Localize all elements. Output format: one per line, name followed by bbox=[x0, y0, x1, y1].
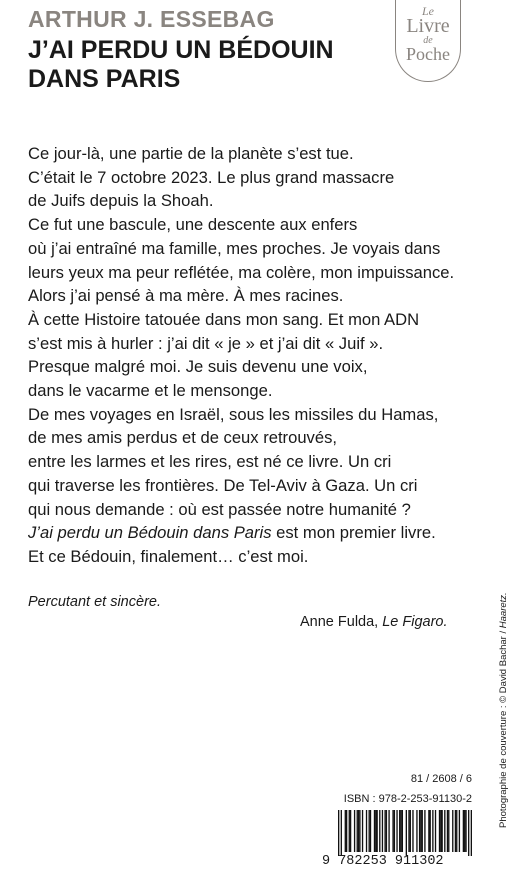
barcode-bar bbox=[388, 810, 389, 852]
barcode-bar bbox=[447, 810, 448, 852]
review-publication: Le Figaro. bbox=[382, 614, 448, 630]
barcode-bar bbox=[448, 810, 449, 852]
barcode-bar bbox=[359, 810, 360, 852]
barcode-bar bbox=[399, 810, 400, 852]
barcode-bar bbox=[428, 810, 429, 852]
blurb-line: leurs yeux ma peur reflétée, ma colère, mon impuissance. bbox=[28, 262, 455, 282]
barcode-bar bbox=[468, 810, 469, 856]
barcode-bar bbox=[444, 810, 445, 852]
blurb-line: où j’ai entraîné ma famille, mes proches. Je voyais dans bbox=[28, 238, 441, 258]
barcode-bar bbox=[464, 810, 465, 852]
barcode-bar bbox=[471, 810, 472, 856]
barcode-bar bbox=[366, 810, 367, 852]
blurb-line-rest: est mon premier livre. bbox=[271, 523, 436, 543]
logo-word: de bbox=[423, 35, 433, 46]
barcode-bar bbox=[420, 810, 421, 852]
barcode-bar bbox=[338, 810, 339, 856]
photo-credit-text: Photographie de couverture : © David Bachar / bbox=[498, 628, 509, 828]
barcode-bar bbox=[357, 810, 358, 852]
book-title-line: DANS PARIS bbox=[28, 65, 181, 93]
review-quote: Percutant et sincère. bbox=[28, 594, 161, 610]
barcode-bar bbox=[459, 810, 460, 852]
barcode-bar bbox=[384, 810, 385, 852]
blurb-line: s’est mis à hurler : j’ai dit « je » et j’ai dit « Juif ». bbox=[28, 333, 384, 353]
blurb-line: de mes amis perdus et de ceux retrouvés, bbox=[28, 428, 337, 448]
logo-word: Poche bbox=[406, 44, 450, 64]
blurb-line: Presque malgré moi. Je suis devenu une voix, bbox=[28, 357, 368, 377]
blurb-line: Alors j’ai pensé à ma mère. À mes racines. bbox=[28, 286, 344, 306]
blurb-line: de Juifs depuis la Shoah. bbox=[28, 191, 214, 211]
photo-credit bbox=[498, 592, 509, 828]
blurb-line: qui nous demande : où est passée notre humanité ? bbox=[28, 499, 411, 519]
barcode-bar bbox=[416, 810, 417, 852]
barcode-bar bbox=[350, 810, 351, 852]
barcode-bar bbox=[408, 810, 409, 852]
back-cover-blurb bbox=[28, 142, 498, 569]
blurb-line: qui traverse les frontières. De Tel-Aviv à Gaza. Un cri bbox=[28, 475, 418, 495]
isbn-number: ISBN : 978-2-253-91130-2 bbox=[343, 793, 472, 805]
barcode-bar bbox=[439, 810, 440, 852]
barcode-bar bbox=[386, 810, 387, 852]
author-name: ARTHUR J. ESSEBAG bbox=[28, 6, 275, 32]
barcode-bar bbox=[430, 810, 431, 852]
photo-credit-source: Haaretz. bbox=[498, 592, 509, 629]
barcode-bar bbox=[369, 810, 370, 852]
barcode-bar bbox=[400, 810, 401, 852]
barcode-bar bbox=[346, 810, 347, 852]
barcode-bar bbox=[432, 810, 433, 852]
book-title bbox=[28, 36, 334, 94]
barcode-bar bbox=[394, 810, 395, 852]
barcode-bar bbox=[362, 810, 363, 852]
blurb-line: Ce fut une bascule, une descente aux enfers bbox=[28, 215, 358, 235]
barcode-bar bbox=[424, 810, 425, 852]
logo-word: Le bbox=[422, 4, 434, 18]
barcode-bar bbox=[402, 810, 403, 852]
barcode-bar bbox=[455, 810, 456, 852]
blurb-line: Ce jour-là, une partie de la planète s’est tue. bbox=[28, 144, 354, 163]
publisher-logo bbox=[395, 0, 461, 82]
product-code: 81 / 2608 / 6 bbox=[410, 773, 472, 785]
blurb-line: À cette Histoire tatouée dans mon sang. Et mon ADN bbox=[28, 309, 420, 329]
barcode-bar bbox=[374, 810, 375, 852]
barcode-bar bbox=[370, 810, 371, 852]
barcode-bar bbox=[392, 810, 393, 852]
barcode-bar bbox=[379, 810, 380, 852]
barcode-digits: 9 782253 911302 bbox=[322, 854, 444, 869]
barcode-bar bbox=[435, 810, 436, 852]
barcode-bar bbox=[419, 810, 420, 852]
blurb-line: De mes voyages en Israël, sous les missiles du Hamas, bbox=[28, 404, 439, 424]
barcode-bar bbox=[422, 810, 423, 852]
blurb-line: dans le vacarme et le mensonge. bbox=[28, 381, 273, 401]
barcode-bar bbox=[349, 810, 350, 852]
barcode-bar bbox=[465, 810, 466, 852]
blurb-line: entre les larmes et les rires, est né ce livre. Un cri bbox=[28, 452, 392, 472]
barcode-bar bbox=[441, 810, 442, 852]
barcode-bar bbox=[410, 810, 411, 852]
barcode-bar bbox=[412, 810, 413, 852]
barcode-bar bbox=[345, 810, 346, 852]
blurb-final-line: Et ce Bédouin, finalement… c’est moi. bbox=[28, 546, 309, 566]
logo-word: Livre bbox=[406, 15, 450, 37]
barcode-bar bbox=[358, 810, 359, 852]
blurb-line-with-title bbox=[28, 521, 498, 545]
barcode-bar bbox=[341, 810, 342, 856]
book-title-italic: J’ai perdu un Bédouin dans Paris bbox=[28, 523, 272, 543]
barcode-bar bbox=[354, 810, 355, 852]
barcode-bar bbox=[376, 810, 377, 852]
barcode-bar bbox=[452, 810, 453, 852]
blurb-line: C’était le 7 octobre 2023. Le plus grand massacre bbox=[28, 167, 395, 187]
barcode-bar bbox=[440, 810, 441, 852]
barcode-bar bbox=[406, 810, 407, 856]
barcode-bar bbox=[396, 810, 397, 852]
barcode-bar bbox=[463, 810, 464, 852]
review-attribution bbox=[300, 614, 448, 630]
barcode-bar bbox=[382, 810, 383, 852]
review-author: Anne Fulda, bbox=[300, 614, 383, 630]
book-title-line: J’AI PERDU UN BÉDOUIN bbox=[28, 36, 334, 64]
barcode-bar bbox=[456, 810, 457, 852]
barcode-bar bbox=[375, 810, 376, 852]
barcode bbox=[338, 810, 472, 856]
